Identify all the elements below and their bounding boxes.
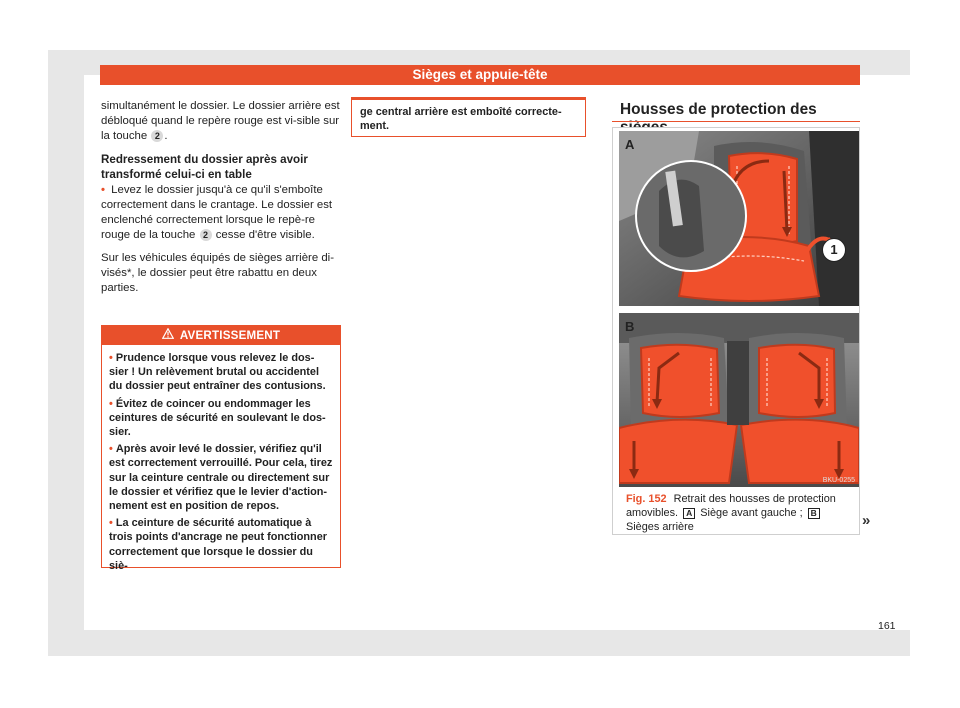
chapter-header: Sièges et appuie-tête [100, 65, 860, 85]
bullet-icon: • [109, 397, 113, 410]
bullet-icon: • [109, 517, 113, 530]
figure-label-b: B [625, 319, 635, 334]
warning-triangle-icon [162, 327, 174, 346]
figure-label-a: A [625, 137, 635, 152]
warning-body [102, 345, 340, 573]
figure-code: BKU-0255 [822, 477, 855, 484]
caption-letter-a: A [683, 508, 695, 519]
paragraph-2: • Levez le dossier jusqu'à ce qu'il s'emboîte correctement dans le crantage. Le dossier est enclenché correctement lorsque le repè-re rouge de la touche 2 cesse d'être visible. [101, 184, 333, 241]
bullet-icon: • [101, 184, 105, 196]
continue-mark-icon: » [862, 512, 871, 529]
paragraph-3: Sur les véhicules équipés de sièges arrière di-visés*, le dossier peut être rabattu en deux parties. [101, 252, 334, 294]
page-number: 161 [878, 620, 896, 632]
warning-continuation-box: ge central arrière est emboîté correcte-ment. [351, 97, 586, 137]
figure-b-rear-seats-image [619, 313, 859, 487]
warning-header: AVERTISSEMENT [102, 326, 340, 345]
warning-item: • La ceinture de sécurité automatique à trois points d'ancrage ne peut fonctionner correctement que lorsque le dossier du siè- [109, 517, 327, 572]
warning-item: • Évitez de coincer ou endommager les ceintures de sécurité en soulevant le dos-sier. [109, 397, 326, 439]
key-number-2: 2 [200, 229, 212, 241]
figure-number: Fig. 152 [626, 493, 667, 505]
figure-caption: Fig. 152 Retrait des housses de protection amovibles. A Siège avant gauche ; B Sièges arrière [626, 493, 836, 533]
callout-1: 1 [822, 238, 846, 262]
bullet-icon: • [109, 443, 113, 456]
warning-box [101, 325, 341, 572]
subheading: Redressement du dossier après avoir transformé celui-ci en table [101, 153, 308, 181]
warning-item: • Après avoir levé le dossier, vérifiez qu'il est correctement verrouillé. Pour cela, tirez sur la ceinture centrale ou directement sur le dossier et vérifiez que le levier d'action-nement est en position de repos. [109, 443, 333, 513]
caption-letter-b: B [808, 508, 820, 519]
key-number-2: 2 [151, 130, 163, 142]
paragraph-1: simultanément le dossier. Le dossier arrière est débloqué quand le repère rouge est vi-sible sur la touche 2 . [101, 100, 340, 142]
warning-item: • Prudence lorsque vous relevez le dos-sier ! Un relèvement brutal ou accidentel du dossier peut entraîner des contusions. [109, 352, 326, 393]
figure-a-front-seat-image [619, 131, 859, 306]
section-rule [612, 121, 860, 122]
bullet-icon: • [109, 352, 113, 364]
section-title: Housses de protection des [620, 101, 817, 118]
text-column-1 [101, 99, 341, 304]
